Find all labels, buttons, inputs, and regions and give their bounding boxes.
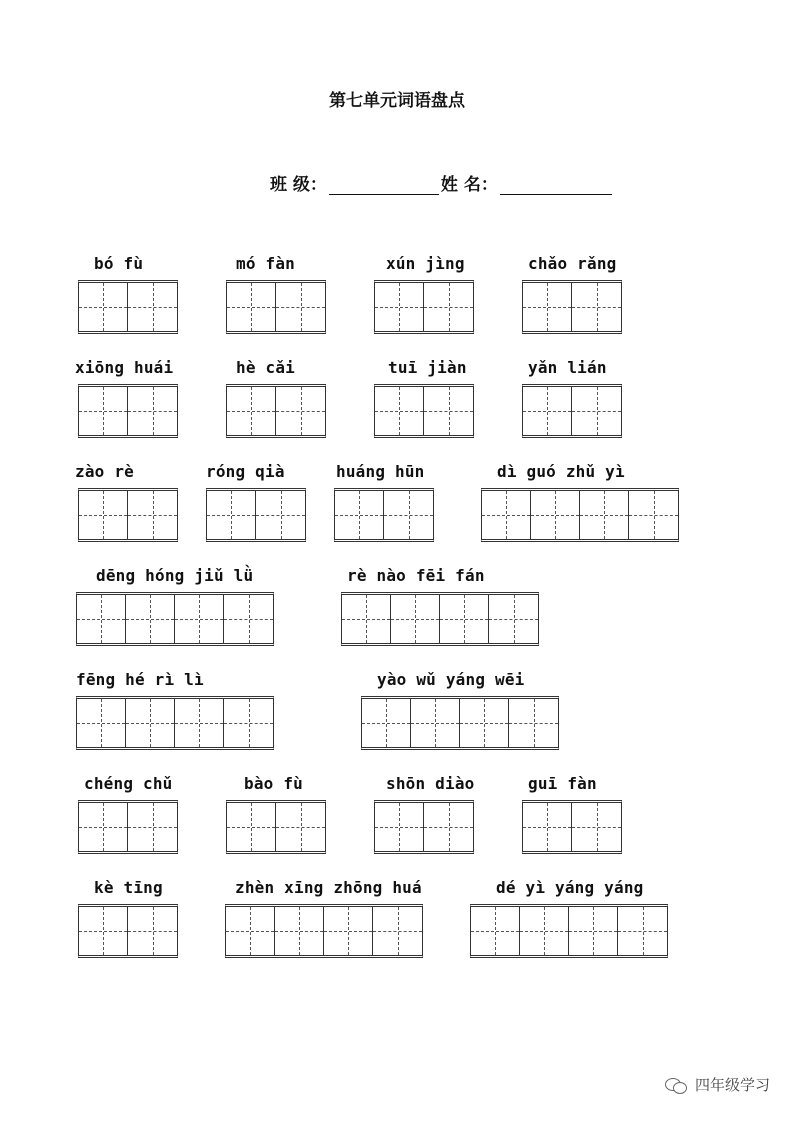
writing-cell[interactable]	[460, 699, 509, 747]
pinyin-label: chéng chǔ	[84, 774, 173, 793]
writing-cell[interactable]	[531, 491, 580, 539]
tianzige-grid	[78, 904, 178, 958]
writing-cell[interactable]	[256, 491, 305, 539]
pinyin-label: tuī jiàn	[388, 358, 467, 377]
writing-cell[interactable]	[629, 491, 678, 539]
writing-cell[interactable]	[335, 491, 384, 539]
pinyin-label: mó fàn	[236, 254, 295, 273]
writing-cell[interactable]	[128, 387, 177, 435]
writing-cell[interactable]	[126, 699, 175, 747]
writing-cell[interactable]	[618, 907, 667, 955]
pinyin-label: kè tīng	[94, 878, 163, 897]
pinyin-label: guī fàn	[528, 774, 597, 793]
class-blank[interactable]	[329, 175, 439, 195]
pinyin-label: chǎo rǎng	[528, 254, 617, 273]
writing-cell[interactable]	[375, 387, 424, 435]
writing-cell[interactable]	[509, 699, 558, 747]
writing-cell[interactable]	[424, 803, 473, 851]
writing-cell[interactable]	[276, 387, 325, 435]
writing-cell[interactable]	[391, 595, 440, 643]
tianzige-grid	[522, 800, 622, 854]
tianzige-grid	[341, 592, 539, 646]
watermark-text: 四年级学习	[694, 1076, 770, 1094]
class-label: 班 级：	[270, 175, 327, 195]
writing-cell[interactable]	[523, 803, 572, 851]
tianzige-grid	[206, 488, 306, 542]
writing-cell[interactable]	[342, 595, 391, 643]
writing-cell[interactable]	[276, 283, 325, 331]
pinyin-label: yào wǔ yáng wēi	[377, 670, 525, 689]
writing-cell[interactable]	[375, 803, 424, 851]
name-blank[interactable]	[500, 175, 612, 195]
tianzige-grid	[481, 488, 679, 542]
pinyin-label: yǎn lián	[528, 358, 607, 377]
writing-cell[interactable]	[482, 491, 531, 539]
watermark	[665, 1074, 770, 1095]
writing-cell[interactable]	[373, 907, 422, 955]
writing-cell[interactable]	[128, 283, 177, 331]
writing-cell[interactable]	[224, 699, 273, 747]
writing-cell[interactable]	[523, 283, 572, 331]
tianzige-grid	[361, 696, 559, 750]
writing-cell[interactable]	[523, 387, 572, 435]
writing-cell[interactable]	[411, 699, 460, 747]
tianzige-grid	[78, 384, 178, 438]
tianzige-grid	[374, 384, 474, 438]
writing-cell[interactable]	[79, 907, 128, 955]
tianzige-grid	[226, 800, 326, 854]
page-title: 第七单元词语盘点	[329, 91, 465, 111]
writing-cell[interactable]	[275, 907, 324, 955]
writing-cell[interactable]	[79, 491, 128, 539]
writing-cell[interactable]	[207, 491, 256, 539]
pinyin-label: dé yì yáng yáng	[496, 878, 644, 897]
writing-cell[interactable]	[79, 387, 128, 435]
pinyin-label: fēng hé rì lì	[76, 670, 204, 689]
writing-cell[interactable]	[126, 595, 175, 643]
writing-cell[interactable]	[424, 387, 473, 435]
tianzige-grid	[78, 488, 178, 542]
writing-cell[interactable]	[224, 595, 273, 643]
writing-cell[interactable]	[520, 907, 569, 955]
writing-cell[interactable]	[324, 907, 373, 955]
pinyin-label: hè cǎi	[236, 358, 295, 377]
writing-cell[interactable]	[384, 491, 433, 539]
writing-cell[interactable]	[569, 907, 618, 955]
tianzige-grid	[76, 592, 274, 646]
pinyin-label: róng qià	[206, 462, 285, 481]
tianzige-grid	[334, 488, 434, 542]
writing-cell[interactable]	[572, 387, 621, 435]
writing-cell[interactable]	[77, 595, 126, 643]
writing-cell[interactable]	[175, 595, 224, 643]
pinyin-label: dēng hóng jiǔ lǜ	[96, 566, 254, 585]
tianzige-grid	[374, 800, 474, 854]
tianzige-grid	[78, 800, 178, 854]
student-info	[270, 170, 614, 195]
tianzige-grid	[522, 280, 622, 334]
tianzige-grid	[76, 696, 274, 750]
tianzige-grid	[470, 904, 668, 958]
writing-cell[interactable]	[489, 595, 538, 643]
writing-cell[interactable]	[362, 699, 411, 747]
writing-cell[interactable]	[77, 699, 126, 747]
writing-cell[interactable]	[226, 907, 275, 955]
writing-cell[interactable]	[375, 283, 424, 331]
writing-cell[interactable]	[227, 803, 276, 851]
pinyin-label: zhèn xīng zhōng huá	[235, 878, 422, 897]
tianzige-grid	[225, 904, 423, 958]
pinyin-label: xiōng huái	[75, 358, 174, 377]
writing-cell[interactable]	[79, 283, 128, 331]
pinyin-label: huáng hūn	[336, 462, 425, 481]
tianzige-grid	[522, 384, 622, 438]
writing-cell[interactable]	[471, 907, 520, 955]
pinyin-label: zào rè	[75, 462, 134, 481]
writing-cell[interactable]	[227, 283, 276, 331]
writing-cell[interactable]	[227, 387, 276, 435]
writing-cell[interactable]	[572, 803, 621, 851]
writing-cell[interactable]	[572, 283, 621, 331]
writing-cell[interactable]	[128, 907, 177, 955]
writing-cell[interactable]	[128, 803, 177, 851]
writing-cell[interactable]	[424, 283, 473, 331]
writing-cell[interactable]	[440, 595, 489, 643]
tianzige-grid	[78, 280, 178, 334]
pinyin-label: xún jìng	[386, 254, 465, 273]
writing-cell[interactable]	[175, 699, 224, 747]
pinyin-label: dì guó zhǔ yì	[497, 462, 625, 481]
pinyin-label: rè nào fēi fán	[347, 566, 485, 585]
writing-cell[interactable]	[276, 803, 325, 851]
writing-cell[interactable]	[79, 803, 128, 851]
pinyin-label: bào fù	[244, 774, 303, 793]
writing-cell[interactable]	[128, 491, 177, 539]
tianzige-grid	[374, 280, 474, 334]
name-label: 姓 名：	[440, 175, 498, 195]
writing-cell[interactable]	[580, 491, 629, 539]
wechat-icon	[665, 1076, 689, 1094]
tianzige-grid	[226, 384, 326, 438]
tianzige-grid	[226, 280, 326, 334]
pinyin-label: shōn diào	[386, 774, 475, 793]
pinyin-label: bó fù	[94, 254, 144, 273]
